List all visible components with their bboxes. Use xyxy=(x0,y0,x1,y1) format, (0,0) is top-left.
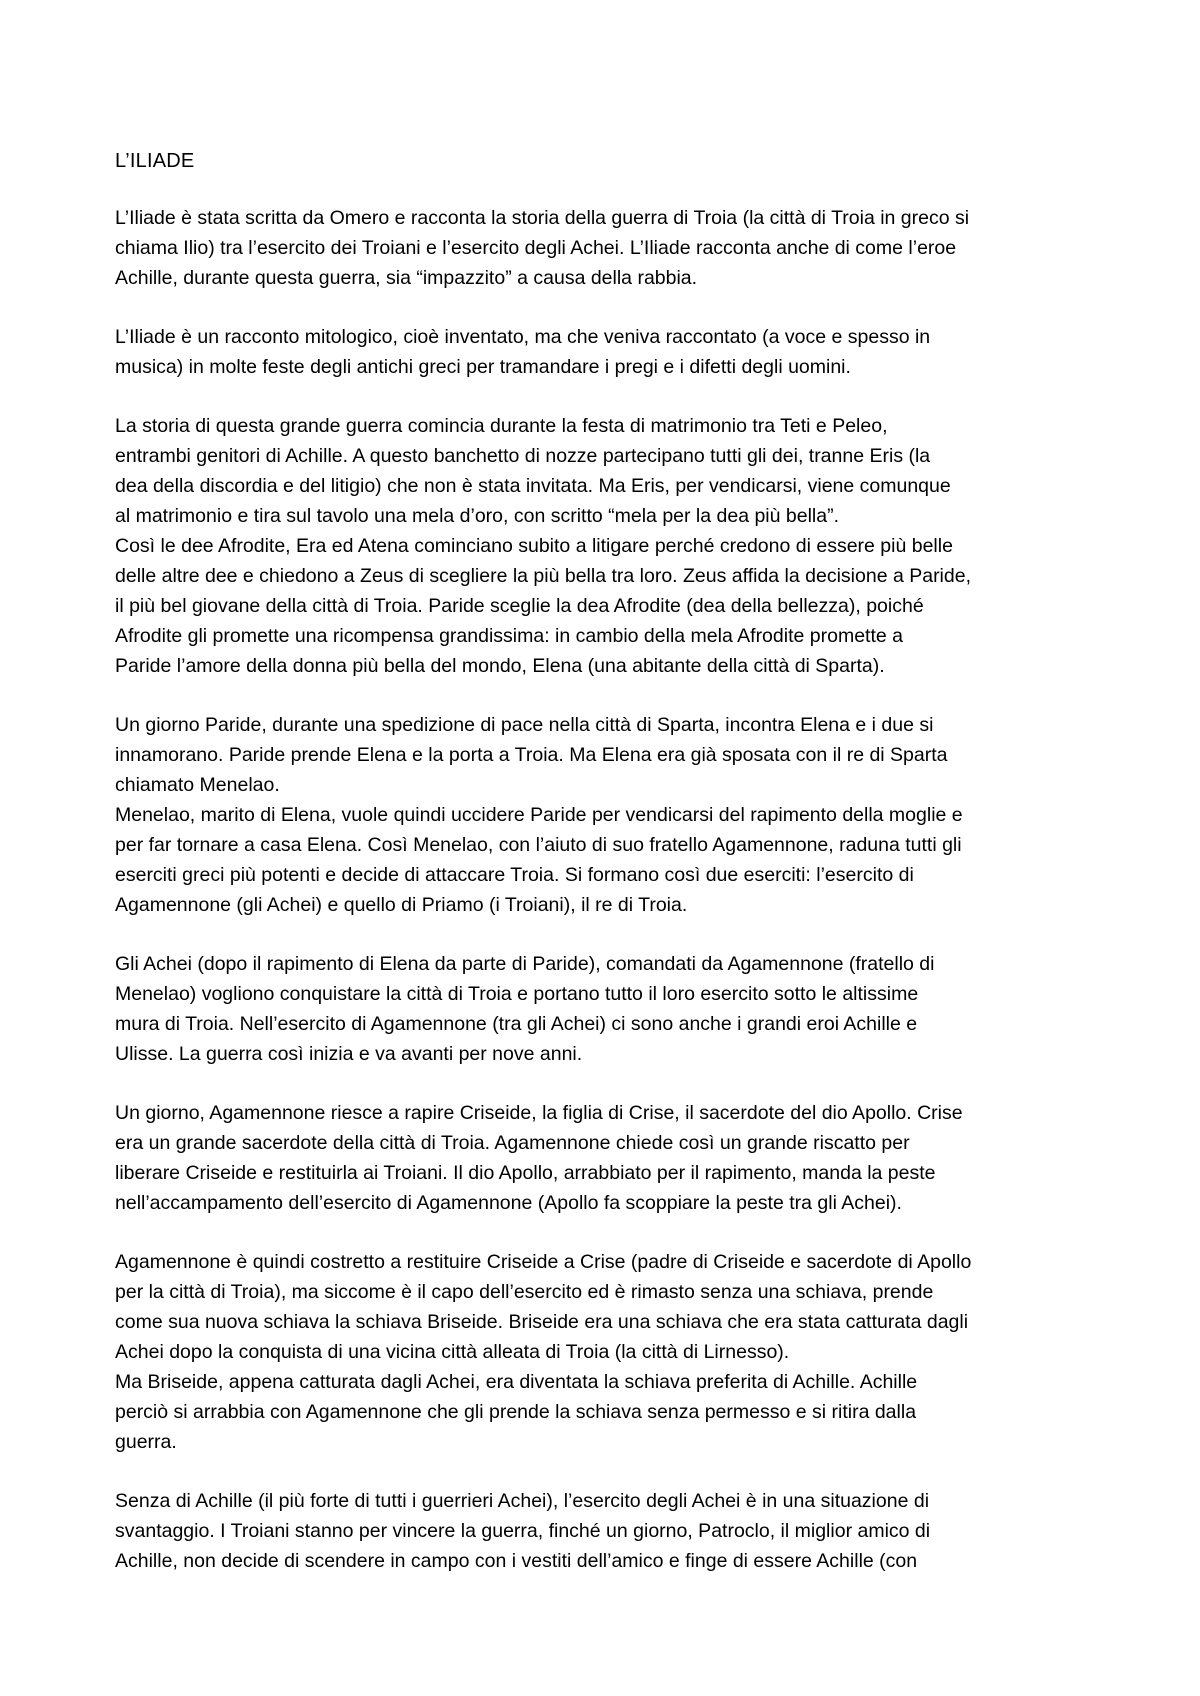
paragraph xyxy=(115,1247,1100,1457)
text-line: innamorano. Paride prende Elena e la porta a Troia. Ma Elena era già sposata con il re di Sparta xyxy=(115,744,948,766)
text-line: entrambi genitori di Achille. A questo banchetto di nozze partecipano tutti gli dei, tranne Eris (la xyxy=(115,445,931,467)
text-line: L’Iliade è un racconto mitologico, cioè inventato, ma che veniva raccontato (a voce e spesso in xyxy=(115,326,931,348)
text-line: mura di Troia. Nell’esercito di Agamennone (tra gli Achei) ci sono anche i grandi eroi Achille e xyxy=(115,1013,918,1035)
text-line: svantaggio. I Troiani stanno per vincere la guerra, finché un giorno, Patroclo, il miglior amico di xyxy=(115,1520,931,1542)
text-line: Gli Achei (dopo il rapimento di Elena da parte di Paride), comandati da Agamennone (fratello di xyxy=(115,953,935,975)
text-line: nell’accampamento dell’esercito di Agamennone (Apollo fa scoppiare la peste tra gli Achei). xyxy=(115,1192,902,1214)
text-line: il più bel giovane della città di Troia. Paride sceglie la dea Afrodite (dea della bellezza), poiché xyxy=(115,595,924,617)
text-line: Achille, durante questa guerra, sia “impazzito” a causa della rabbia. xyxy=(115,267,698,289)
text-line: La storia di questa grande guerra comincia durante la festa di matrimonio tra Teti e Peleo, xyxy=(115,415,888,437)
text-line: per far tornare a casa Elena. Così Menelao, con l’aiuto di suo fratello Agamennone, raduna tutti gli xyxy=(115,834,962,856)
paragraph xyxy=(115,710,1100,920)
paragraph xyxy=(115,949,1100,1069)
text-line: Così le dee Afrodite, Era ed Atena cominciano subito a litigare perché credono di essere più belle xyxy=(115,535,953,557)
text-line: Agamennone (gli Achei) e quello di Priamo (i Troiani), il re di Troia. xyxy=(115,894,688,916)
text-line: Ulisse. La guerra così inizia e va avanti per nove anni. xyxy=(115,1043,583,1065)
text-line: chiama Ilio) tra l’esercito dei Troiani e l’esercito degli Achei. L’Iliade racconta anche di come l’eroe xyxy=(115,237,957,259)
text-line: L’Iliade è stata scritta da Omero e racconta la storia della guerra di Troia (la città di Troia in greco si xyxy=(115,207,970,229)
paragraphs-container xyxy=(115,203,1100,1576)
paragraph xyxy=(115,203,1100,293)
text-line: perciò si arrabbia con Agamennone che gli prende la schiava senza permesso e si ritira dalla xyxy=(115,1401,917,1423)
text-line: musica) in molte feste degli antichi greci per tramandare i pregi e i difetti degli uomini. xyxy=(115,356,851,378)
text-line: Senza di Achille (il più forte di tutti i guerrieri Achei), l’esercito degli Achei è in una situazione di xyxy=(115,1490,930,1512)
text-line: Achille, non decide di scendere in campo con i vestiti dell’amico e finge di essere Achille (con xyxy=(115,1550,918,1572)
text-line: Menelao, marito di Elena, vuole quindi uccidere Paride per vendicarsi del rapimento della moglie e xyxy=(115,804,963,826)
text-line: Un giorno Paride, durante una spedizione di pace nella città di Sparta, incontra Elena e i due si xyxy=(115,714,934,736)
paragraph xyxy=(115,1486,1100,1576)
text-line: liberare Criseide e restituirla ai Troiani. Il dio Apollo, arrabbiato per il rapimento, manda la peste xyxy=(115,1162,936,1184)
text-line: dea della discordia e del litigio) che non è stata invitata. Ma Eris, per vendicarsi, viene comunque xyxy=(115,475,951,497)
text-line: Un giorno, Agamennone riesce a rapire Criseide, la figlia di Crise, il sacerdote del dio Apollo. Crise xyxy=(115,1102,963,1124)
text-line: al matrimonio e tira sul tavolo una mela d’oro, con scritto “mela per la dea più bella”. xyxy=(115,505,840,527)
text-line: chiamato Menelao. xyxy=(115,774,280,796)
document-title: L’ILIADE xyxy=(115,150,195,172)
text-line: guerra. xyxy=(115,1431,177,1453)
paragraph xyxy=(115,1098,1100,1218)
text-line: delle altre dee e chiedono a Zeus di scegliere la più bella tra loro. Zeus affida la decisione a Paride, xyxy=(115,565,972,587)
text-line: Paride l’amore della donna più bella del mondo, Elena (una abitante della città di Sparta). xyxy=(115,655,885,677)
text-line: come sua nuova schiava la schiava Briseide. Briseide era una schiava che era stata catturata dagli xyxy=(115,1311,969,1333)
text-line: Achei dopo la conquista di una vicina città alleata di Troia (la città di Lirnesso). xyxy=(115,1341,790,1363)
document-body xyxy=(115,146,1100,1605)
text-line: era un grande sacerdote della città di Troia. Agamennone chiede così un grande riscatto per xyxy=(115,1132,910,1154)
text-line: eserciti greci più potenti e decide di attaccare Troia. Si formano così due eserciti: l’esercito di xyxy=(115,864,914,886)
paragraph xyxy=(115,322,1100,382)
text-line: Agamennone è quindi costretto a restituire Criseide a Crise (padre di Criseide e sacerdote di Apollo xyxy=(115,1251,972,1273)
text-line: Ma Briseide, appena catturata dagli Achei, era diventata la schiava preferita di Achille. Achille xyxy=(115,1371,918,1393)
text-line: Menelao) vogliono conquistare la città di Troia e portano tutto il loro esercito sotto le altissime xyxy=(115,983,919,1005)
text-line: per la città di Troia), ma siccome è il capo dell’esercito ed è rimasto senza una schiava, prende xyxy=(115,1281,934,1303)
text-line: Afrodite gli promette una ricompensa grandissima: in cambio della mela Afrodite promette a xyxy=(115,625,903,647)
paragraph xyxy=(115,411,1100,681)
